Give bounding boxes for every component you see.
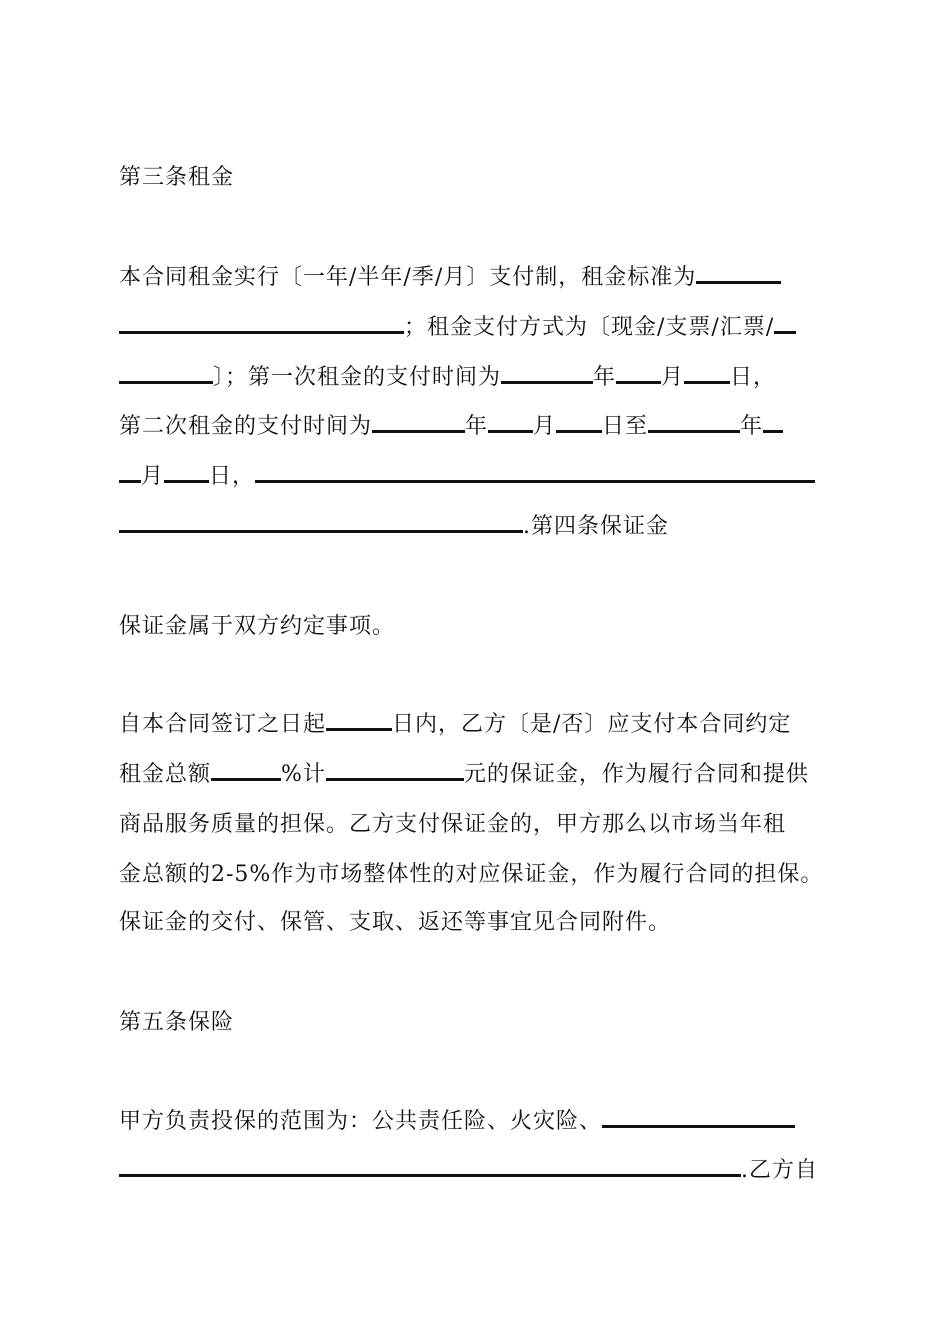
blank-underline (648, 412, 740, 433)
article-5-heading: 第五条保险 (119, 1010, 235, 1035)
blank-underline (763, 412, 783, 433)
article-3-heading: 第三条租金 (119, 165, 235, 190)
article-4-para-2-line-2: 租金总额 %计 元的保证金，作为履行合同和提供 (119, 762, 809, 787)
blank-underline (326, 710, 392, 731)
blank-underline (119, 313, 404, 334)
blank-underline (556, 412, 602, 433)
blank-underline (255, 462, 815, 483)
blank-underline (119, 462, 141, 483)
blank-underline (488, 412, 533, 433)
blank-underline (774, 313, 796, 334)
blank-underline (696, 263, 781, 284)
blank-underline (684, 363, 730, 384)
article-4-para-1: 保证金属于双方约定事项。 (119, 614, 396, 639)
article-4-para-2-line-3: 商品服务质量的担保。乙方支付保证金的，甲方那么以市场当年租 (119, 812, 787, 837)
article-3-para-line-2: ；租金支付方式为〔现金/支票/汇票/ (119, 313, 796, 343)
article-3-para-line-3: 〕；第一次租金的支付时间为 年 月 日， (119, 363, 776, 393)
article-3-para-line-6: .第四条保证金 (119, 512, 669, 542)
blank-underline (501, 363, 593, 384)
article-3-para-line-5: 月 日， (119, 462, 815, 492)
blank-underline (326, 760, 464, 781)
article-4-para-2-line-5: 保证金的交付、保管、支取、返还等事宜见合同附件。 (119, 910, 672, 935)
blank-underline (119, 512, 523, 533)
blank-underline (616, 363, 661, 384)
article-4-para-2-line-4: 金总额的2-5%作为市场整体性的对应保证金，作为履行合同的担保。 (119, 862, 824, 887)
article-4-para-2-line-1: 自本合同签订之日起 日内，乙方〔是/否〕应支付本合同约定 (119, 712, 792, 737)
blank-underline (119, 1156, 741, 1177)
blank-underline (602, 1107, 795, 1128)
article-3-para-line-4: 第二次租金的支付时间为 年 月 日至 年 (119, 412, 783, 442)
article-3-para-line-1: 本合同租金实行〔一年/半年/季/月〕支付制，租金标准为 (119, 263, 781, 293)
blank-underline (372, 412, 465, 433)
article-5-para-line-2: .乙方自 (119, 1156, 818, 1186)
article-5-para-line-1: 甲方负责投保的范围为：公共责任险、火灾险、 (119, 1107, 795, 1137)
blank-underline (164, 462, 209, 483)
blank-underline (211, 760, 281, 781)
blank-underline (119, 363, 213, 384)
